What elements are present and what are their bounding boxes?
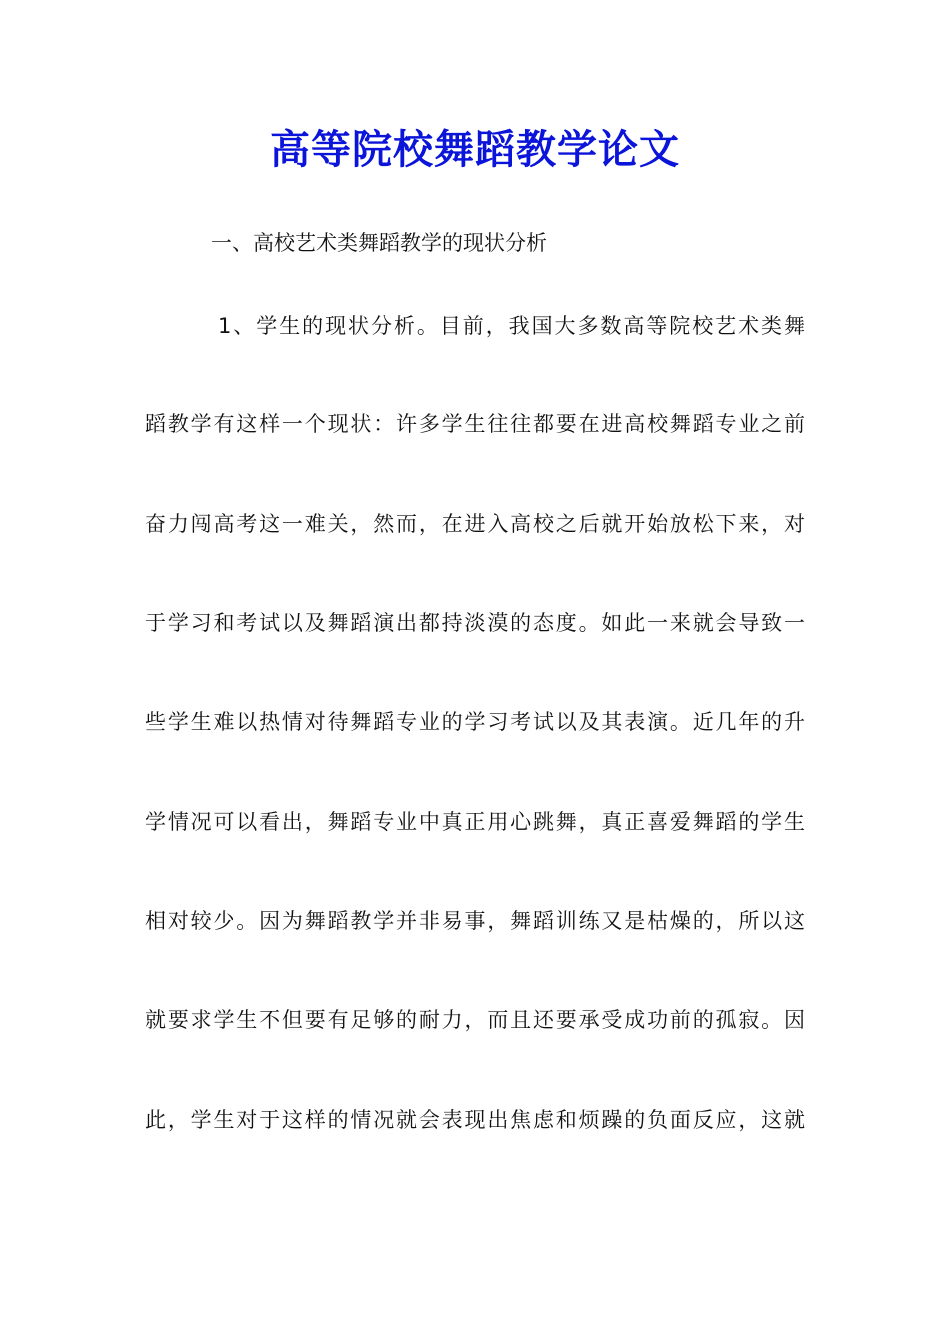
paragraph-line: 1、学生的现状分析。目前，我国大多数高等院校艺术类舞: [218, 314, 805, 338]
document-title: 高等院校舞蹈教学论文: [270, 126, 680, 173]
paragraph-line: 奋力闯高考这一难关，然而，在进入高校之后就开始放松下来，对: [145, 512, 805, 536]
paragraph-line: 就要求学生不但要有足够的耐力，而且还要承受成功前的孤寂。因: [145, 1008, 805, 1032]
paragraph-line: 此，学生对于这样的情况就会表现出焦虑和烦躁的负面反应，这就: [145, 1108, 805, 1132]
paragraph-line: 些学生难以热情对待舞蹈专业的学习考试以及其表演。近几年的升: [145, 710, 805, 734]
paragraph-line: 蹈教学有这样一个现状：许多学生往往都要在进高校舞蹈专业之前: [145, 412, 805, 436]
section-heading: 一、高校艺术类舞蹈教学的现状分析: [211, 231, 547, 255]
paragraph-line: 学情况可以看出，舞蹈专业中真正用心跳舞，真正喜爱舞蹈的学生: [145, 810, 805, 834]
paragraph-line: 相对较少。因为舞蹈教学并非易事，舞蹈训练又是枯燥的，所以这: [145, 909, 805, 933]
paragraph-line: 于学习和考试以及舞蹈演出都持淡漠的态度。如此一来就会导致一: [145, 611, 805, 635]
